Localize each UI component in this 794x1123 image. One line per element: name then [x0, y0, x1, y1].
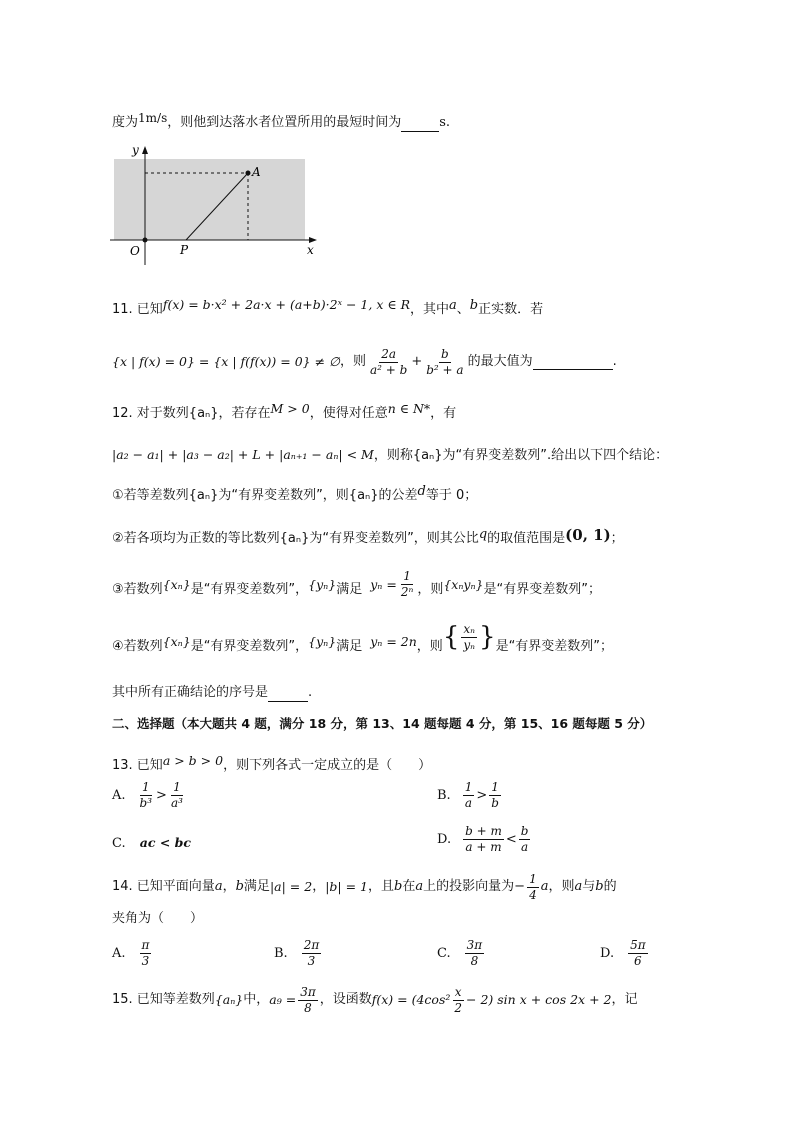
q12-conclusion-2: [112, 526, 624, 548]
q11-number: 11. 已知: [112, 302, 163, 317]
q11-dot: .: [612, 354, 617, 369]
q10-speed: 1m/s: [138, 111, 168, 125]
q13-c-expr: ac < bc: [139, 835, 192, 850]
q13-a-frac2: $\frac{1}{\text{a³}}$: [170, 780, 183, 810]
q12-answer-blank[interactable]: [268, 701, 308, 702]
x-label: x: [307, 243, 314, 257]
o-label: O: [130, 244, 140, 258]
q11-tail: 正实数．若: [478, 302, 544, 317]
q12-c3-c: 满足: [336, 582, 363, 597]
q10-tail-line: [112, 109, 450, 132]
q13-d-op: <: [505, 831, 517, 847]
q12-c2-range: (0, 1): [565, 526, 611, 544]
q12-conclusion-4: [112, 622, 613, 672]
q10-unit: s.: [439, 115, 451, 130]
q12-c2-end: ；: [610, 531, 624, 546]
q14-a-label: A.: [112, 945, 126, 961]
q12-c4-braced-frac: { $\frac{\text{xₙ}}{\text{yₙ}}$ }: [442, 621, 496, 652]
q11-line1: [112, 296, 543, 319]
q13-option-d[interactable]: [437, 824, 532, 855]
q12-sum-expr: |a₂ − a₁| + |a₃ − a₂| + L + |aₙ₊₁ − aₙ| < M: [112, 447, 374, 462]
q13-c-label: C.: [112, 836, 126, 851]
q14-then: ，则: [548, 879, 575, 894]
y-axis-arrow-icon: [142, 146, 148, 154]
q14-comma: ，: [312, 879, 326, 894]
q12-conclusion-1: [112, 483, 477, 505]
q10-answer-blank[interactable]: [401, 131, 439, 132]
q13-stem: [112, 752, 431, 775]
q14-option-a[interactable]: [112, 938, 153, 969]
q15-func-frac: $\frac{x}{2}$: [454, 984, 463, 1015]
q11-answer-blank[interactable]: [533, 355, 613, 370]
a-label: A: [252, 165, 261, 179]
q12-c3-a: ③若数列: [112, 582, 163, 597]
section-2-heading: 二、选择题（本大题共 4 题，满分 18 分，第 13、14 题每题 4 分，第 15、16 题每题 5 分）: [112, 716, 653, 731]
q12-c4-a: ④若数列: [112, 639, 163, 654]
q12-c4-b: 是“有界变差数列”，: [190, 639, 309, 654]
q13-b-label: B.: [437, 787, 451, 803]
q12-c3-e: 是“有界变差数列”；: [483, 582, 601, 597]
q14-proj-vec: a: [540, 879, 549, 894]
q11-function: f(x) = b·x² + 2a·x + (a+b)·2ˣ − 1, x ∈ R: [162, 297, 410, 312]
q12-c3-formula-left: yₙ =: [370, 577, 397, 592]
q15-stem-line1: [112, 980, 637, 1020]
q13-b-frac1: $\frac{1}{a}$: [464, 780, 473, 810]
q12-c4-formula: yₙ = 2n: [370, 634, 417, 649]
q14-norm-a: |a| = 2: [269, 879, 313, 894]
q15-a9-frac: $\frac{3\pi}{8}$: [300, 984, 316, 1015]
q12-line1: [112, 400, 456, 423]
q14-with: 与: [582, 879, 596, 894]
coordinate-figure: [110, 140, 325, 265]
q15-in: 中，: [243, 992, 270, 1007]
q13-option-b[interactable]: [437, 780, 503, 811]
q12-c4-c: 满足: [336, 639, 363, 654]
q10-text: 度为: [112, 115, 139, 130]
q14-vec-a: a: [214, 879, 223, 894]
q12-c3-b: 是“有界变差数列”，: [190, 582, 309, 597]
q14-vec-b: b: [235, 879, 244, 894]
q13-a-frac1: $\frac{1}{\text{b³}}$: [139, 780, 153, 810]
q14-vec-b-2: b: [394, 879, 403, 894]
point-a: [246, 171, 251, 176]
q11-set-expr: {x | f(x) = 0} = {x | f(f(x)) = 0} ≠ ∅: [112, 354, 340, 369]
q13-option-a[interactable]: [112, 780, 187, 811]
q12-any: ，使得对任意: [309, 406, 388, 421]
q12-n-cond: n ∈ N*: [387, 401, 431, 416]
q14-projection: 上的投影向量为: [423, 879, 515, 894]
q12-end-line: [112, 684, 312, 702]
q14-vec-b-3: b: [595, 879, 604, 894]
q12-c4-x: {xₙ}: [162, 634, 191, 649]
q15-denote: ，记: [611, 992, 638, 1007]
q13-a-label: A.: [112, 787, 126, 803]
q12-c1-d: d: [417, 484, 426, 499]
q12-end-dot: .: [308, 685, 313, 700]
q14-proj-frac: $\frac{1}{4}$: [529, 871, 537, 902]
q12-conclusion-3: [112, 570, 601, 610]
q11-line2: [112, 342, 617, 382]
q12-c1-text: ①若等差数列{aₙ}为“有界变差数列”，则{aₙ}的公差: [112, 488, 418, 503]
q14-norm-b: |b| = 1: [325, 879, 369, 894]
q14-c-label: C.: [437, 945, 451, 961]
q12-definition: ，则称{aₙ}为“有界变差数列”.给出以下四个结论：: [373, 448, 669, 463]
q12-c4-e: 是“有界变差数列”；: [495, 639, 614, 654]
q13-a-op: >: [156, 787, 167, 803]
q11-sep: 、: [456, 302, 470, 317]
q15-intro: 15. 已知等差数列: [112, 992, 215, 1007]
q14-d-frac: $\frac{5\pi}{6}$: [630, 938, 646, 968]
q11-frac2: $\frac{b}{\text{b² + a}}$: [426, 346, 464, 377]
q14-vec-a-3: a: [574, 879, 583, 894]
q13-d-frac1: $\frac{b + m}{a + m}$: [465, 824, 502, 854]
q12-c2-text: ②若各项均为正数的等比数列{aₙ}为“有界变差数列”，则其公比: [112, 531, 479, 546]
q11-var-a: a: [449, 298, 457, 313]
q15-sequence: {aₙ}: [214, 992, 244, 1007]
q13-d-frac2: $\frac{b}{a}$: [520, 824, 529, 854]
q11-then: ，则: [339, 354, 366, 369]
q12-c4-d: ，则: [416, 639, 443, 654]
q14-stem-line2: 夹角为（ ）: [112, 911, 204, 926]
q14-on: 在: [402, 879, 416, 894]
q14-sep: ，: [222, 879, 236, 894]
q14-b-label: B.: [274, 945, 288, 961]
p-label: P: [180, 243, 189, 257]
q14-of: 的: [603, 879, 617, 894]
q15-func-right: − 2) sin x + cos 2x + 2: [466, 992, 612, 1007]
q12-c1-tail: 等于 0；: [425, 488, 478, 503]
q14-d-label: D.: [600, 945, 615, 961]
q13-intro: 13. 已知: [112, 758, 163, 773]
q12-c3-x: {xₙ}: [162, 577, 191, 592]
q12-c3-frac: $\frac{1}{\text{2ⁿ}}$: [400, 568, 414, 599]
q15-a9-left: a₉ =: [269, 992, 297, 1007]
q14-option-c[interactable]: [437, 938, 486, 969]
q14-b-frac: $\frac{2\pi}{3}$: [303, 938, 320, 968]
q12-c4-y: {yₙ}: [308, 634, 337, 649]
q13-condition: a > b > 0: [162, 753, 224, 768]
q12-line2: [112, 446, 668, 465]
q12-c3-y: {yₙ}: [308, 577, 337, 592]
q12-c2-tail: 的取值范围是: [487, 531, 566, 546]
q12-m-cond: M > 0: [270, 401, 310, 416]
q11-mid: ，其中: [410, 302, 450, 317]
shaded-region: [114, 159, 305, 240]
q14-stem-line1: [112, 872, 617, 902]
q12-have: ，有: [430, 406, 457, 421]
q11-frac1: $\frac{2a}{\text{a² + b}}$: [369, 346, 408, 377]
q14-satisfy: 满足: [243, 879, 270, 894]
q12-c3-xy: {xₙyₙ}: [443, 577, 484, 592]
q11-plus: +: [411, 354, 423, 369]
q13-b-op: >: [476, 787, 488, 803]
q13-question: ，则下列各式一定成立的是（ ）: [223, 758, 432, 773]
q10-text2: ，则他到达落水者位置所用的最短时间为: [167, 115, 402, 130]
q14-proj-minus: −: [514, 879, 526, 894]
q14-option-b[interactable]: [274, 938, 323, 969]
q13-d-label: D.: [437, 831, 452, 847]
q12-intro: 12. 对于数列{aₙ}，若存在: [112, 406, 271, 421]
q14-option-d[interactable]: [600, 938, 650, 969]
y-label: y: [132, 143, 139, 157]
q14-intro: 14. 已知平面向量: [112, 879, 215, 894]
point-o: [143, 238, 148, 243]
q13-option-c[interactable]: [112, 834, 191, 853]
q14-a-frac: $\frac{\pi}{3}$: [141, 938, 150, 968]
q14-c-frac: $\frac{3\pi}{8}$: [466, 938, 483, 968]
q12-c3-d: ，则: [417, 582, 444, 597]
q11-end: 的最大值为: [467, 354, 533, 369]
q12-c2-q: q: [478, 527, 488, 542]
q13-b-frac2: $\frac{1}{b}$: [491, 780, 499, 810]
q14-vec-a-2: a: [415, 879, 424, 894]
q11-var-b: b: [469, 298, 479, 313]
q15-let: ，设函数: [319, 992, 372, 1007]
q14-and: ，且: [368, 879, 395, 894]
q15-func-left: f(x) = (4cos²: [371, 992, 451, 1007]
q12-end-text: 其中所有正确结论的序号是: [112, 685, 269, 700]
